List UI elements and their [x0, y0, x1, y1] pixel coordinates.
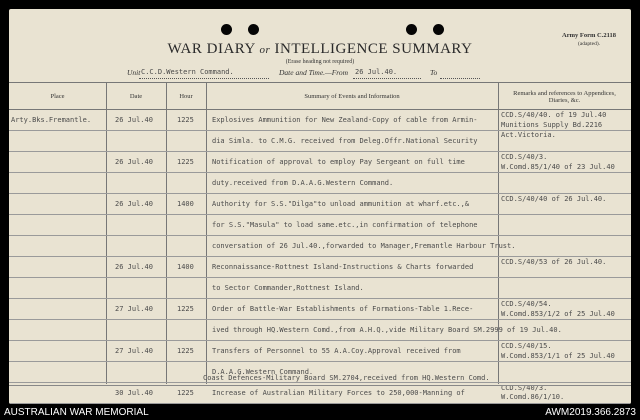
entry-separator [9, 151, 631, 152]
entry-separator [9, 256, 631, 257]
entry-remark-line: CCD.S/40/40 of 26 Jul.40. [501, 195, 607, 203]
entry-hour: 1225 [177, 305, 194, 313]
footer-entry-line: Coast Defences-Military Board SM.2704,received from HQ.Western Comd. [203, 374, 490, 382]
entry-hour: 1225 [177, 347, 194, 355]
entry-remark-line: CCD.S/40/54. [501, 300, 552, 308]
column-divider [498, 82, 499, 384]
col-summary: Summary of Events and Information [304, 93, 400, 101]
entry-remark-line: CCD.S/40/53 of 26 Jul.40. [501, 258, 607, 266]
sheet-bottom-rule [9, 385, 631, 386]
entry-remark-line: CCD.S/40/3. [501, 384, 548, 392]
form-subtitle: (Erase heading not required) [285, 59, 355, 65]
caption-institution: AUSTRALIAN WAR MEMORIAL [4, 407, 149, 418]
column-divider [166, 82, 167, 384]
entry-summary-line: Increase of Australian Military Forces to 250,000-Manning of [212, 389, 465, 397]
column-divider [106, 82, 107, 384]
entry-hour: 1225 [177, 389, 194, 397]
column-divider [206, 82, 207, 384]
column-header-row [9, 82, 631, 110]
entry-separator [9, 382, 631, 383]
entry-remark-line: Munitions Supply Bd.2216 [501, 121, 603, 129]
entry-separator [9, 298, 631, 299]
entry-remark-line: W.Comd.853/1/1 of 25 Jul.40 [501, 352, 615, 360]
title-war-diary: WAR DIARY [167, 41, 256, 57]
title-or: or [259, 44, 271, 56]
punch-hole-right-icon [433, 24, 444, 35]
entry-hour: 1400 [177, 263, 194, 271]
entry-remark-line: W.Comd.85/1/40 of 23 Jul.40 [501, 163, 615, 171]
ruled-line [9, 361, 631, 362]
ruled-line [9, 172, 631, 173]
entry-remark-line: W.Comd.86/1/10. [501, 392, 565, 401]
entry-summary-line: Reconnaissance-Rottnest Island-Instructions & Charts forwarded [212, 263, 474, 271]
entry-remark-line: Act.Victoria. [501, 131, 556, 139]
unit-value: C.C.D.Western Command. [141, 68, 234, 76]
entry-summary-line: D.A.A.G.Western Command. [212, 368, 314, 376]
entry-summary-line: duty.received from D.A.A.G.Western Command. [212, 179, 394, 187]
date-rule [353, 78, 421, 79]
entry-hour: 1225 [177, 116, 194, 124]
entry-remark-line: CCD.S/40/3. [501, 153, 548, 161]
entry-summary-line: to Sector Commander,Rottnest Island. [212, 284, 364, 292]
punch-hole-left-icon [221, 24, 232, 35]
ruled-line [9, 319, 631, 320]
entry-remark-line: W.Comd.853/1/2 of 25 Jul.40 [501, 310, 615, 318]
entry-summary-line: Notification of approval to employ Pay Sergeant on full time [212, 158, 465, 166]
entry-summary-line: Authority for S.S."Dilga"to unload ammunition at wharf.etc.,& [212, 200, 470, 208]
entry-date: 26 Jul.40 [115, 158, 153, 166]
entry-summary-line: ived through HQ.Western Comd.,from A.H.Q.,vide Military Board SM.2999 of 19 Jul.40. [212, 326, 562, 334]
entry-summary-line: Explosives Ammunition for New Zealand-Copy of cable from Armin- [212, 116, 478, 124]
entry-date: 27 Jul.40 [115, 347, 153, 355]
entry-remark-line: CCD.S/40/15. [501, 342, 552, 350]
ruled-line [9, 277, 631, 278]
entry-date: 26 Jul.40 [115, 200, 153, 208]
ruled-line [9, 235, 631, 236]
entry-summary-line: conversation of 26 Jul.40.,forwarded to Manager,Fremantle Harbour Trust. [212, 242, 516, 250]
entry-separator [9, 340, 631, 341]
col-remarks: Remarks and references to Appendices, Diaries, &c. [513, 89, 616, 104]
ruled-line [9, 214, 631, 215]
col-place: Place [50, 93, 65, 101]
unit-line [127, 68, 457, 80]
form-adapted-text: (adapted). [577, 41, 601, 47]
war-diary-sheet [9, 9, 631, 404]
entry-date: 26 Jul.40 [115, 116, 153, 124]
entry-summary-line: Transfers of Personnel to 55 A.A.Coy.Approval received from [212, 347, 461, 355]
entry-hour: 1400 [177, 200, 194, 208]
form-number [562, 32, 616, 48]
entry-summary-line: Order of Battle-War Establishments of Formations-Table 1.Rece- [212, 305, 474, 313]
entry-summary-line: for S.S."Masula" to load same.etc.,in confirmation of telephone [212, 221, 478, 229]
ruled-line [9, 130, 631, 131]
entry-separator [9, 403, 631, 404]
entry-hour: 1225 [177, 158, 194, 166]
to-rule [440, 78, 480, 79]
punch-hole-left-icon [248, 24, 259, 35]
entry-separator [9, 193, 631, 194]
entry-remark-line: CCD.S/40/40. of 19 Jul.40 [501, 111, 607, 119]
caption-accession-number: AWM2019.366.2873 [545, 407, 636, 418]
form-number-text: Army Form C.2118 [562, 32, 616, 39]
entry-date: 30 Jul.40 [115, 389, 153, 397]
entry-date: 26 Jul.40 [115, 263, 153, 271]
date-value: 26 Jul.40. [355, 68, 398, 76]
title-intelligence-summary: INTELLIGENCE SUMMARY [274, 41, 473, 57]
entry-date: 27 Jul.40 [115, 305, 153, 313]
col-date: Date [129, 93, 143, 101]
col-hour: Hour [179, 93, 193, 101]
to-label: To [430, 68, 438, 77]
punch-hole-right-icon [406, 24, 417, 35]
date-label: Date and Time.—From [279, 68, 349, 77]
entry-place: Arty.Bks.Fremantle. [11, 116, 92, 124]
form-title [9, 41, 631, 58]
entry-summary-line: dia Simla. to C.M.G. received from Deleg.Offr.National Security [212, 137, 478, 145]
unit-rule [139, 78, 269, 79]
unit-label: Unit [127, 68, 141, 77]
